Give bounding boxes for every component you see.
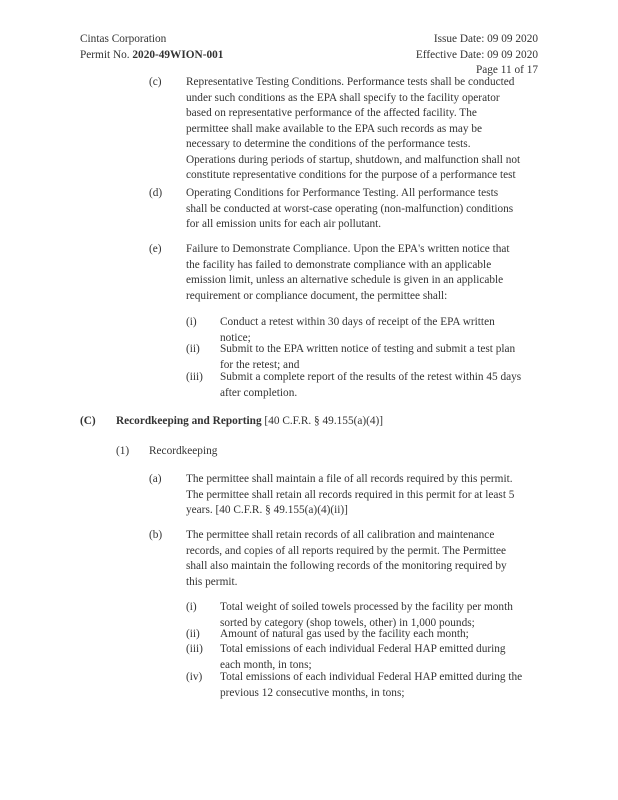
text-line: years. [40 C.F.R. § 49.155(a)(4)(ii)] (186, 504, 348, 516)
subsection-label: (1) (116, 445, 130, 457)
text-line: Total emissions of each individual Federal HAP emitted during (220, 643, 506, 655)
paragraph-representative-testing (186, 75, 520, 184)
text-line: after completion. (220, 386, 298, 399)
text-line: sorted by category (shop towels, other) in 1,000 pounds; (220, 616, 475, 629)
text-line: previous 12 consecutive months, in tons; (220, 686, 405, 699)
subsection-title: Recordkeeping (149, 445, 218, 457)
subitem-test-plan (220, 342, 515, 373)
subitem-label: (ii) (186, 343, 200, 355)
permit-number-line (80, 48, 223, 64)
text-line: shall be conducted at worst-case operating (non-malfunction) conditions (186, 202, 514, 215)
effective-date: Effective Date: 09 09 2020 (415, 48, 538, 61)
text-line: notice; (220, 331, 251, 344)
text-line: for all emission units for each air pollutant. (186, 218, 382, 230)
text-line: records, and copies of all reports required by the permit. The Permittee (186, 544, 507, 557)
subitem-label: (iii) (186, 371, 203, 383)
paragraph-operating-conditions (186, 186, 513, 233)
text-line: Conduct a retest within 30 days of receipt of the EPA written (220, 316, 495, 328)
text-line: The permittee shall retain all records required in this permit for at least 5 (186, 488, 515, 501)
issue-date: Issue Date: 09 09 2020 (433, 33, 538, 45)
item-label: (e) (149, 243, 162, 255)
header-left (80, 32, 223, 63)
text-line: Representative Testing Conditions. Performance tests shall be conducted (186, 76, 515, 88)
text-line: requirement or compliance document, the permittee shall: (186, 289, 448, 302)
subitem-label: (i) (186, 601, 197, 613)
text-line: necessary to determine the conditions of the performance tests. (186, 138, 471, 150)
header-right (416, 32, 538, 79)
text-line: Total emissions of each individual Federal HAP emitted during the (220, 671, 523, 683)
text-line: this permit. (186, 575, 238, 588)
text-line: Operations during periods of startup, shutdown, and malfunction shall not (186, 153, 521, 166)
text-line: Operating Conditions for Performance Testing. All performance tests (186, 187, 499, 199)
text-line: the facility has failed to demonstrate compliance with an applicable (186, 258, 492, 271)
section-label: (C) (80, 415, 96, 427)
subitem-label: (iv) (186, 671, 203, 683)
text-line: Failure to Demonstrate Compliance. Upon the EPA's written notice that (186, 243, 510, 255)
paragraph-failure-to-demonstrate (186, 242, 510, 304)
subitem-label: (ii) (186, 628, 200, 640)
subitem-report (220, 370, 521, 401)
text-line: each month, in tons; (220, 658, 312, 671)
text-line: Amount of natural gas used by the facility each month; (220, 628, 469, 640)
text-line: for the retest; and (220, 358, 300, 371)
item-label: (a) (149, 473, 162, 485)
company-name: Cintas Corporation (80, 33, 167, 45)
item-label: (d) (149, 187, 163, 199)
permit-label: Permit No. (80, 48, 133, 61)
subitem-natural-gas (220, 627, 469, 643)
permit-number: 2020-49WION-001 (132, 48, 224, 61)
text-line: based on representative performance of the affected facility. The (186, 107, 477, 119)
paragraph-maintain-file (186, 472, 514, 519)
text-line: permittee shall make available to the EPA such records as may be (186, 122, 483, 135)
text-line: Total weight of soiled towels processed by the facility per month (220, 601, 513, 613)
paragraph-retain-records (186, 528, 507, 590)
text-line: constitute representative conditions for the purpose of a performance test (186, 169, 516, 181)
section-heading (116, 414, 383, 430)
subitem-monthly-hap (220, 642, 506, 673)
text-line: shall also maintain the following records of the monitoring required by (186, 560, 507, 572)
text-line: Submit a complete report of the results of the retest within 45 days (220, 371, 522, 383)
subitem-label: (iii) (186, 643, 203, 655)
text-line: The permittee shall retain records of all calibration and maintenance (186, 529, 495, 541)
text-line: Submit to the EPA written notice of testing and submit a test plan (220, 343, 516, 355)
item-label: (c) (149, 76, 162, 88)
text-line: emission limit, unless an alternative schedule is given in an applicable (186, 274, 504, 286)
subitem-12-month-hap (220, 670, 522, 701)
subitem-label: (i) (186, 316, 197, 328)
section-citation: [40 C.F.R. § 49.155(a)(4)] (261, 415, 384, 427)
item-label: (b) (149, 529, 163, 541)
page-number: Page 11 of 17 (475, 64, 538, 76)
text-line: under such conditions as the EPA shall specify to the facility operator (186, 91, 500, 104)
text-line: The permittee shall maintain a file of all records required by this permit. (186, 473, 513, 485)
section-title: Recordkeeping and Reporting (116, 415, 262, 427)
